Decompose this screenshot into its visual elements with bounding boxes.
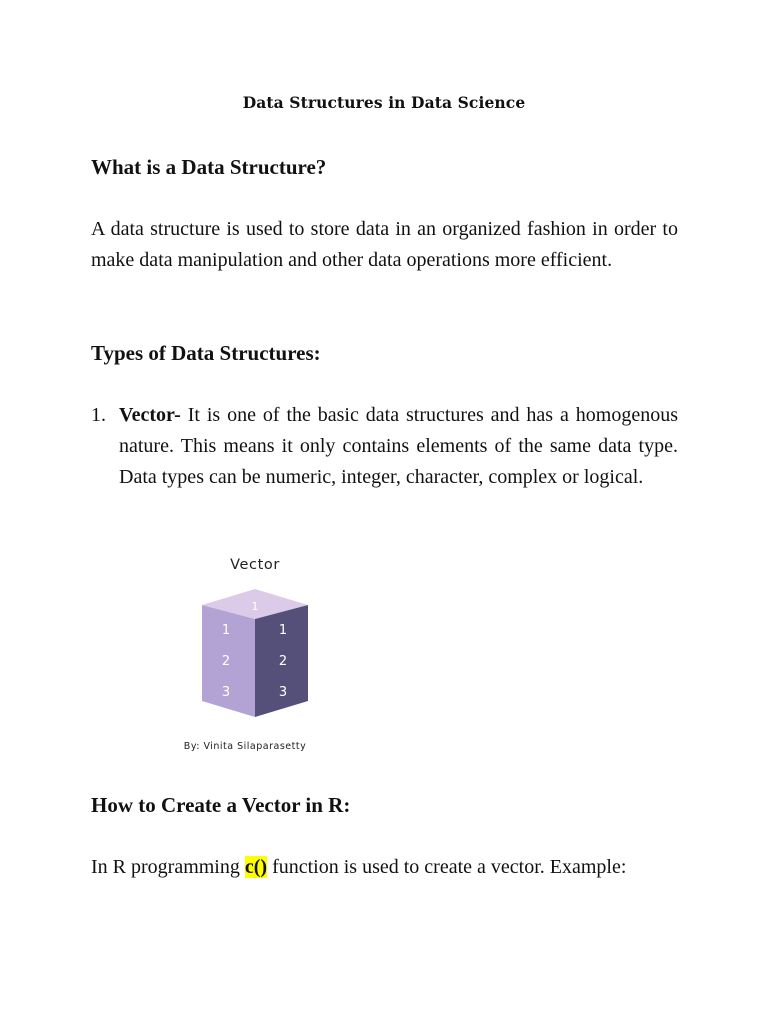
cube-right-value-2: 2 bbox=[278, 654, 288, 669]
figure-credit: By: Vinita Silaparasetty bbox=[183, 741, 307, 752]
list-item-text: It is one of the basic data structures and has a homogenous nature. This means it only contains elements of the same data type. Data types can be numeric, integer, character, complex or logical. bbox=[119, 404, 678, 488]
cube-left-value-2: 2 bbox=[221, 654, 231, 669]
heading-what-is-data-structure: What is a Data Structure? bbox=[91, 155, 327, 179]
vector-figure bbox=[120, 548, 360, 753]
figure-title: Vector bbox=[230, 557, 280, 573]
list-item-vector bbox=[91, 400, 678, 493]
cube-top-value: 1 bbox=[251, 600, 259, 613]
heading-types-of-data-structures: Types of Data Structures: bbox=[91, 341, 321, 365]
list-item-term: Vector- bbox=[119, 404, 181, 426]
list-item-number: 1. bbox=[91, 404, 106, 426]
types-list bbox=[91, 400, 678, 493]
paragraph-definition: A data structure is used to store data in an organized fashion in order to make data manipulation and other data operations more efficient. bbox=[91, 218, 678, 271]
create-vector-text-before: In R programming bbox=[91, 856, 245, 878]
cube-left-value-1: 1 bbox=[221, 623, 231, 638]
cube-right-value-1: 1 bbox=[278, 623, 288, 638]
cube-left-value-3: 3 bbox=[221, 685, 231, 700]
heading-create-vector: How to Create a Vector in R: bbox=[91, 793, 351, 817]
cube-right-value-3: 3 bbox=[278, 685, 288, 700]
document-title: Data Structures in Data Science bbox=[242, 93, 526, 112]
code-c-function: c() bbox=[244, 856, 268, 878]
paragraph-create-vector bbox=[91, 852, 678, 883]
create-vector-text-after: function is used to create a vector. Example: bbox=[267, 856, 627, 878]
